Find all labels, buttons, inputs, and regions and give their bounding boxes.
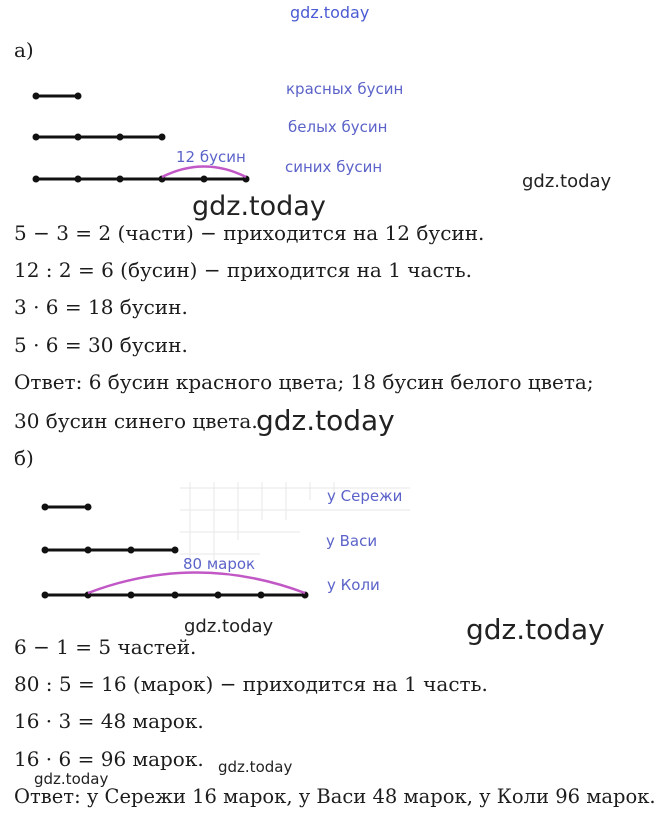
part-a-brace bbox=[162, 167, 246, 178]
segment-point bbox=[33, 134, 40, 141]
brace-label-80: 80 марок bbox=[183, 555, 256, 573]
segment-point bbox=[201, 176, 208, 183]
part-a-answer: Ответ: 6 бусин красного цвета; 18 бусин белого цвета; bbox=[14, 370, 594, 394]
watermark-b-big: gdz.today bbox=[466, 613, 605, 646]
part-a-line-2: 12 : 2 = 6 (бусин) − приходится на 1 часть. bbox=[14, 258, 472, 282]
segment-point bbox=[172, 547, 179, 554]
part-b-brace bbox=[88, 573, 305, 594]
part-b-answer: Ответ: у Сережи 16 марок, у Васи 48 марок, у Коли 96 марок. bbox=[14, 785, 656, 808]
watermark-a-right: gdz.today bbox=[522, 171, 612, 192]
segment-point bbox=[75, 93, 82, 100]
segment-point bbox=[117, 134, 124, 141]
segment-point bbox=[42, 592, 49, 599]
segment-point bbox=[117, 176, 124, 183]
segment-point bbox=[33, 176, 40, 183]
segment-point bbox=[42, 504, 49, 511]
segment-point bbox=[159, 134, 166, 141]
part-b-line-3: 16 · 3 = 48 марок. bbox=[14, 709, 204, 733]
part-b-line-2: 80 : 5 = 16 (марок) − приходится на 1 часть. bbox=[14, 672, 488, 696]
part-a-line-1: 5 − 3 = 2 (части) − приходится на 12 бусин. bbox=[14, 221, 485, 245]
brace-label-12: 12 бусин bbox=[176, 148, 246, 166]
segment-point bbox=[85, 547, 92, 554]
part-b-line-4: 16 · 6 = 96 марок. bbox=[14, 747, 204, 771]
part-b-letter: б) bbox=[14, 446, 34, 470]
part-a-line-4: 5 · 6 = 30 бусин. bbox=[14, 333, 188, 357]
part-a-letter: а) bbox=[14, 38, 34, 62]
segment-point bbox=[33, 93, 40, 100]
watermark-b-low: gdz.today bbox=[34, 770, 109, 788]
segment-point bbox=[215, 592, 222, 599]
label-kolya: у Коли bbox=[327, 576, 380, 594]
segment-point bbox=[85, 504, 92, 511]
part-a-answer-cont: 30 бусин синего цвета. bbox=[14, 409, 258, 433]
segment-point bbox=[172, 592, 179, 599]
label-seryozha: у Сережи bbox=[327, 487, 403, 505]
label-blue-beads: синих бусин bbox=[285, 158, 383, 176]
segment-point bbox=[75, 176, 82, 183]
segment-point bbox=[128, 547, 135, 554]
segment-point bbox=[128, 592, 135, 599]
watermark-b-mid: gdz.today bbox=[218, 758, 293, 776]
label-red-beads: красных бусин bbox=[286, 80, 404, 98]
segment-point bbox=[42, 547, 49, 554]
part-b-line-1: 6 − 1 = 5 частей. bbox=[14, 635, 197, 659]
watermark-a-after-answer: gdz.today bbox=[256, 404, 395, 437]
segment-point bbox=[75, 134, 82, 141]
watermark-a-big: gdz.today bbox=[192, 191, 326, 222]
label-white-beads: белых бусин bbox=[288, 118, 388, 136]
watermark-b-small: gdz.today bbox=[184, 616, 274, 637]
label-vasya: у Васи bbox=[326, 532, 378, 550]
segment-point bbox=[258, 592, 265, 599]
watermark-top: gdz.today bbox=[290, 3, 370, 22]
part-a-line-3: 3 · 6 = 18 бусин. bbox=[14, 295, 188, 319]
